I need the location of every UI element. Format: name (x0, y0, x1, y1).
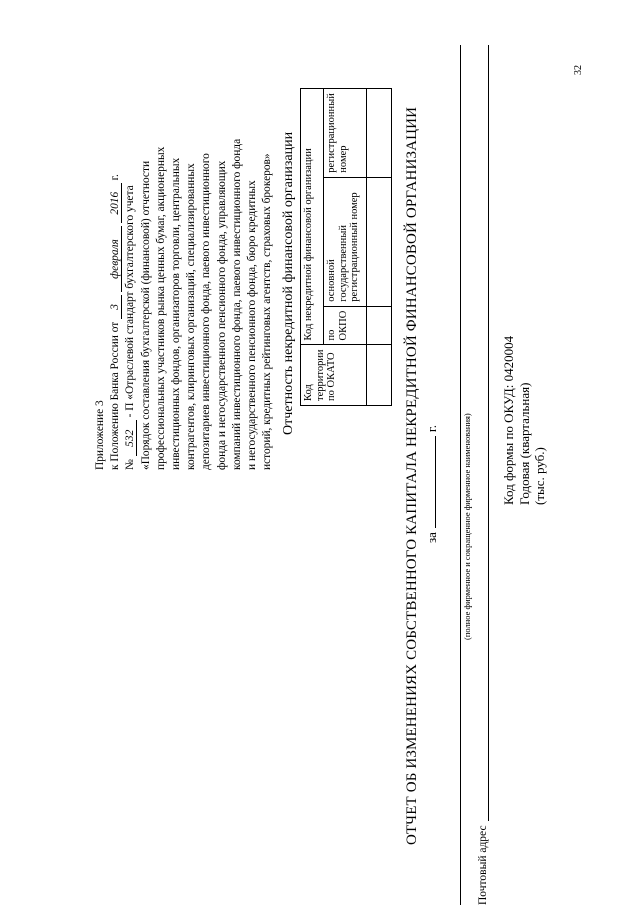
annex-date-suffix: г. (109, 174, 122, 181)
annex-number-prefix: № (124, 459, 137, 470)
page-number: 32 (573, 65, 584, 75)
period-suffix: г. (424, 424, 439, 433)
code-group-header: Код некредитной финансовой организации (301, 89, 324, 345)
code-okpo-header: по ОКПО (324, 306, 367, 345)
code-ogrn-header: основной государственный регистрационный номер (324, 177, 367, 306)
annex-text-line: профессиональных участников рынка ценных бумаг, акционерных (154, 146, 167, 470)
organization-name-caption: (полное фирменное и сокращенное фирменное наименования) (462, 413, 472, 640)
annex-text-line: компаний инвестиционного фонда, паевого инвестиционного фонда (230, 138, 243, 470)
annex-text-line: депозитариев инвестиционного фонда, паевого инвестиционного (200, 153, 213, 470)
annex-date-day: 3 (109, 295, 122, 319)
postal-address-label: Почтовый адрес (477, 825, 489, 905)
code-reg-header: регистрационный номер (324, 89, 367, 178)
code-okato-header: Код территории по ОКАТО (301, 345, 367, 406)
postal-address (477, 45, 489, 905)
form-code-okud: Код формы по ОКУД: 0420004 (501, 335, 516, 505)
annex-text-line: инвестиционных фондов, организаторов торговли, центральных (170, 157, 183, 470)
code-ogrn-value[interactable] (367, 177, 392, 306)
annex-header (93, 30, 275, 470)
annex-text-line: контрагентов, клиринговых организаций, специализированных (185, 163, 198, 470)
annex-standard-title: - П «Отраслевой стандарт бухгалтерского учета (124, 185, 137, 418)
form-periodicity: Годовая (квартальная) (516, 382, 532, 505)
form-codes (501, 336, 548, 505)
annex-date-year: 2016 (109, 183, 122, 223)
annex-line-3 (123, 30, 138, 470)
annex-text-line: фонда и негосударственного пенсионного фонда, управляющих (215, 160, 228, 470)
form-units: (тыс. руб.) (532, 447, 547, 505)
annex-text-line: «Порядок составления бухгалтерской (финансовой) отчетности (139, 160, 152, 470)
period-blank[interactable] (424, 436, 436, 528)
annex-line-1: Приложение 3 (94, 400, 106, 470)
annex-line-2 (108, 30, 123, 470)
annex-date-month: февраля (109, 226, 122, 292)
postal-address-field[interactable] (478, 45, 489, 821)
report-title: ОТЧЕТ ОБ ИЗМЕНЕНИЯХ СОБСТВЕННОГО КАПИТАЛА НЕКРЕДИТНОЙ ФИНАНСОВОЙ ОРГАНИЗАЦИИ (404, 106, 420, 845)
code-reg-value[interactable] (367, 89, 392, 178)
code-okato-value[interactable] (367, 345, 392, 406)
organization-codes-table (300, 88, 392, 406)
organization-name-line[interactable] (460, 45, 461, 905)
reporting-heading: Отчетность некредитной финансовой организации (281, 131, 296, 435)
period-prefix: за (424, 532, 439, 543)
annex-number: 532 (124, 420, 137, 456)
annex-date-prefix: к Положению Банка России от (109, 321, 122, 470)
code-okpo-value[interactable] (367, 306, 392, 345)
annex-text-line: и негосударственного пенсионного фонда, бюро кредитных (246, 180, 259, 470)
annex-text-line: историй, кредитных рейтинговых агентств, страховых брокеров» (261, 153, 274, 470)
report-period (424, 425, 438, 543)
